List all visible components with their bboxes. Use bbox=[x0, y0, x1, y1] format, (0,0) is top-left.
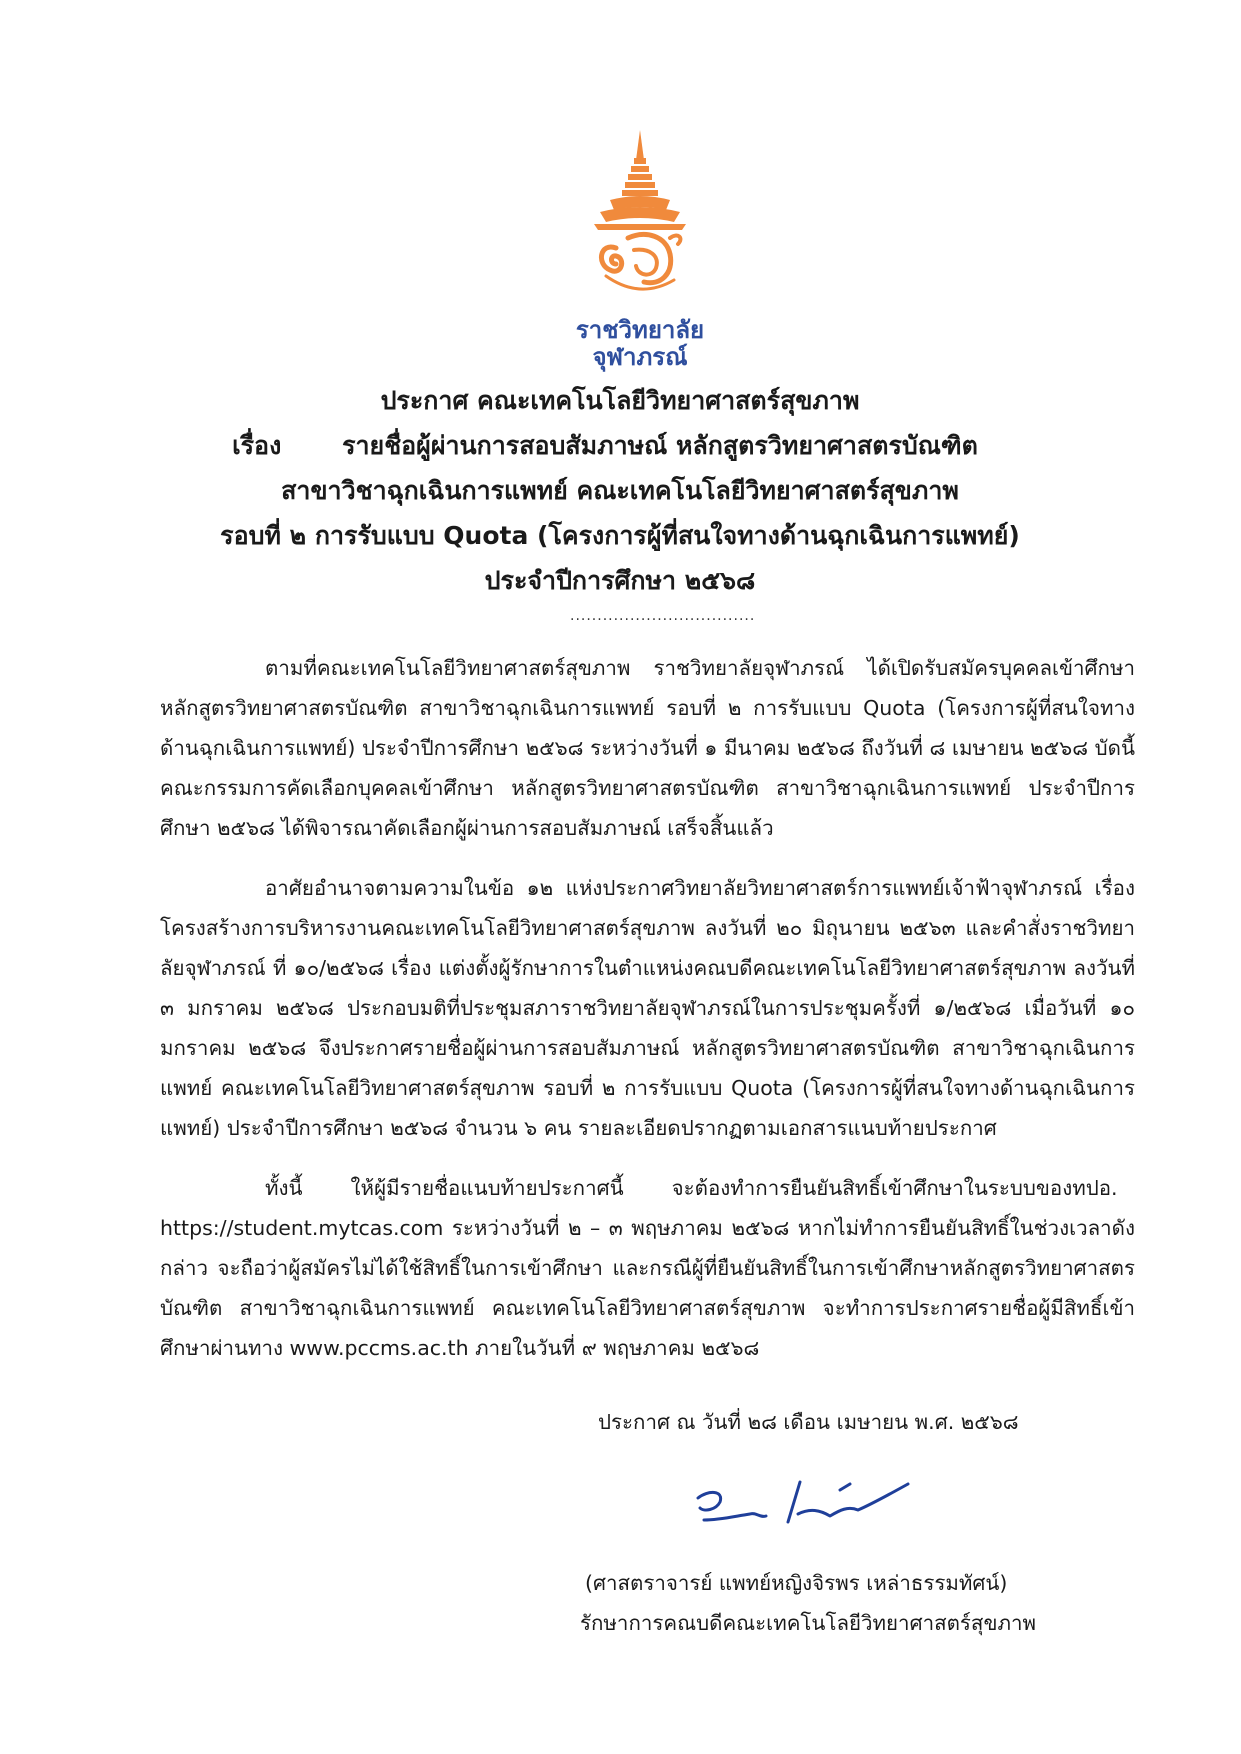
signatory-title: รักษาการคณบดีคณะเทคโนโลยีวิทยาศาสตร์สุขภาพ bbox=[580, 1611, 1036, 1635]
header-line-3: สาขาวิชาฉุกเฉินการแพทย์ คณะเทคโนโลยีวิทยาศาสตร์สุขภาพ bbox=[281, 476, 959, 505]
logo-text bbox=[570, 317, 710, 371]
announcement-date: ประกาศ ณ วันที่ ๒๘ เดือน เมษายน พ.ศ. ๒๕๖๘ bbox=[598, 1410, 1019, 1434]
subject-label: เรื่อง bbox=[232, 431, 282, 460]
paragraph-3-mid: ให้ผู้มีรายชื่อแนบท้ายประกาศนี้ bbox=[350, 1176, 624, 1200]
paragraph-3 bbox=[160, 1168, 1135, 1368]
logo-line-1: ราชวิทยาลัย bbox=[575, 316, 705, 344]
paragraph-2 bbox=[160, 868, 1135, 1148]
logo-line-2: จุฬาภรณ์ bbox=[592, 343, 688, 371]
subject-text: รายชื่อผู้ผ่านการสอบสัมภาษณ์ หลักสูตรวิทยาศาสตรบัณฑิต bbox=[342, 431, 978, 460]
signatory-name: (ศาสตราจารย์ แพทย์หญิงจิรพร เหล่าธรรมทัศน์) bbox=[585, 1571, 1008, 1595]
header-line-5: ประจำปีการศึกษา ๒๕๖๘ bbox=[484, 566, 756, 595]
paragraph-1-text: ตามที่คณะเทคโนโลยีวิทยาศาสตร์สุขภาพ ราชวิทยาลัยจุฬาภรณ์ ได้เปิดรับสมัครบุคคลเข้าศึกษา หลักสูตรวิทยาศาสตรบัณฑิต สาขาวิชาฉุกเฉินการแพทย์ รอบที่ ๒ การรับแบบ Quota (โครงการผู้ที่สนใจทางด้านฉุกเฉินการแพทย์) ประจำปีการศึกษา ๒๕๖๘ ระหว่างวันที่ ๑ มีนาคม ๒๕๖๘ ถึงวันที่ ๘ เมษายน ๒๕๖๘ บัดนี้ คณะกรรมการคัดเลือกบุคคลเข้าศึกษา หลักสูตรวิทยาศาสตรบัณฑิต สาขาวิชาฉุกเฉินการแพทย์ ประจำปีการศึกษา ๒๕๖๘ ได้พิจารณาคัดเลือกผู้ผ่านการสอบสัมภาษณ์ เสร็จสิ้นแล้ว bbox=[160, 656, 1135, 840]
paragraph-1 bbox=[160, 648, 1135, 848]
announcement-header bbox=[150, 378, 1090, 603]
header-line-1: ประกาศ คณะเทคโนโลยีวิทยาศาสตร์สุขภาพ bbox=[380, 386, 860, 415]
paragraph-3-text: จะต้องทำการยืนยันสิทธิ์เข้าศึกษาในระบบของทปอ. https://student.mytcas.com ระหว่างวันที่ ๒ – ๓ พฤษภาคม ๒๕๖๘ หากไม่ทำการยืนยันสิทธิ์ในช่วงเวลาดังกล่าว จะถือว่าผู้สมัครไม่ได้ใช้สิทธิ์ในการเข้าศึกษา และกรณีผู้ที่ยืนยันสิทธิ์ในการเข้าศึกษาหลักสูตรวิทยาศาสตรบัณฑิต สาขาวิชาฉุกเฉินการแพทย์ คณะเทคโนโลยีวิทยาศาสตร์สุขภาพ จะทำการประกาศรายชื่อผู้มีสิทธิ์เข้าศึกษาผ่านทาง www.pccms.ac.th ภายในวันที่ ๙ พฤษภาคม ๒๕๖๘ bbox=[160, 1176, 1135, 1360]
paragraph-3-lead: ทั้งนี้ bbox=[265, 1176, 303, 1200]
university-logo bbox=[570, 130, 710, 371]
header-line-4: รอบที่ ๒ การรับแบบ Quota (โครงการผู้ที่สนใจทางด้านฉุกเฉินการแพทย์) bbox=[220, 521, 1020, 550]
paragraph-2-text: อาศัยอำนาจตามความในข้อ ๑๒ แห่งประกาศวิทยาลัยวิทยาศาสตร์การแพทย์เจ้าฟ้าจุฬาภรณ์ เรื่อง โครงสร้างการบริหารงานคณะเทคโนโลยีวิทยาศาสตร์สุขภาพ ลงวันที่ ๒๐ มิถุนายน ๒๕๖๓ และคำสั่งราชวิทยาลัยจุฬาภรณ์ ที่ ๑๐/๒๕๖๘ เรื่อง แต่งตั้งผู้รักษาการในตำแหน่งคณบดีคณะเทคโนโลยีวิทยาศาสตร์สุขภาพ ลงวันที่ ๓ มกราคม ๒๕๖๘ ประกอบมติที่ประชุมสภาราชวิทยาลัยจุฬาภรณ์ในการประชุมครั้งที่ ๑/๒๕๖๘ เมื่อวันที่ ๑๐ มกราคม ๒๕๖๘ จึงประกาศรายชื่อผู้ผ่านการสอบสัมภาษณ์ หลักสูตรวิทยาศาสตรบัณฑิต สาขาวิชาฉุกเฉินการแพทย์ คณะเทคโนโลยีวิทยาศาสตร์สุขภาพ รอบที่ ๒ การรับแบบ Quota (โครงการผู้ที่สนใจทางด้านฉุกเฉินการแพทย์) ประจำปีการศึกษา ๒๕๖๘ จำนวน ๖ คน รายละเอียดปรากฏตามเอกสารแนบท้ายประกาศ bbox=[160, 876, 1135, 1140]
emblem-icon bbox=[570, 130, 710, 315]
header-line-2 bbox=[150, 423, 1090, 468]
separator: .................................. bbox=[570, 608, 756, 624]
signature bbox=[690, 1460, 940, 1550]
